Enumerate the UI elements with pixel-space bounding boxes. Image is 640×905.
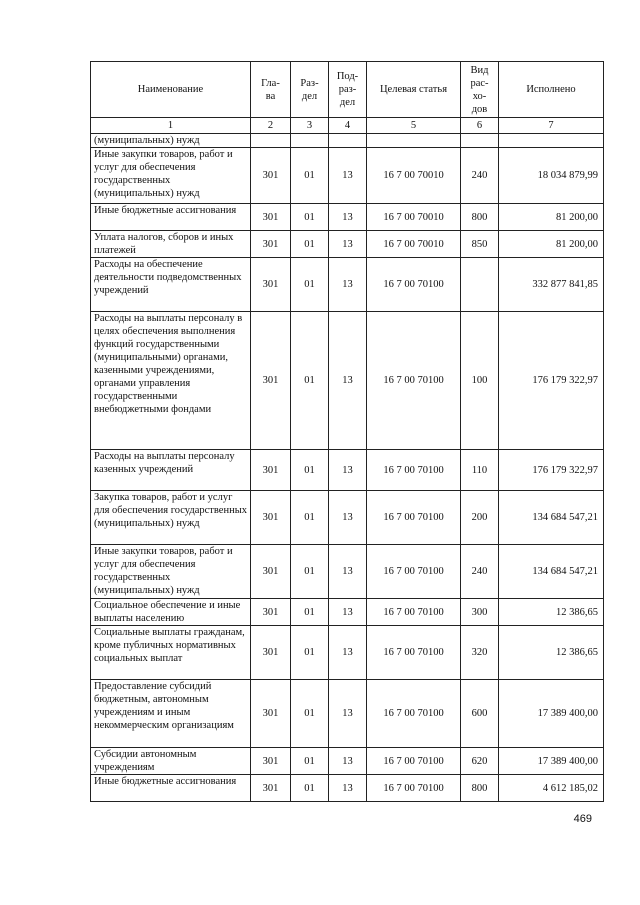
header-executed: Исполнено	[499, 62, 604, 118]
row-subsection	[329, 134, 367, 148]
row-subsection: 13	[329, 599, 367, 626]
row-type: 620	[461, 748, 499, 775]
row-name: Расходы на выплаты персоналу казенных учреждений	[91, 450, 251, 491]
table-header-row	[91, 62, 604, 118]
table-row	[91, 626, 604, 680]
table-row	[91, 134, 604, 148]
header-type: Вид рас- хо- дов	[461, 62, 499, 118]
row-section: 01	[291, 626, 329, 680]
row-type: 800	[461, 204, 499, 231]
column-number: 7	[499, 118, 604, 134]
row-section: 01	[291, 148, 329, 204]
row-amount: 17 389 400,00	[499, 680, 604, 748]
row-chapter: 301	[251, 148, 291, 204]
row-type: 320	[461, 626, 499, 680]
row-type	[461, 134, 499, 148]
row-chapter: 301	[251, 231, 291, 258]
row-name: Уплата налогов, сборов и иных платежей	[91, 231, 251, 258]
row-target: 16 7 00 70100	[367, 545, 461, 599]
row-amount: 176 179 322,97	[499, 450, 604, 491]
row-chapter: 301	[251, 491, 291, 545]
row-amount: 4 612 185,02	[499, 775, 604, 802]
header-name: Наименование	[91, 62, 251, 118]
row-target	[367, 134, 461, 148]
table-row	[91, 491, 604, 545]
row-target: 16 7 00 70100	[367, 312, 461, 450]
header-section: Раз- дел	[291, 62, 329, 118]
row-name: Иные закупки товаров, работ и услуг для обеспечения государственных (муниципальных) нужд	[91, 545, 251, 599]
row-subsection: 13	[329, 204, 367, 231]
row-chapter: 301	[251, 312, 291, 450]
row-target: 16 7 00 70100	[367, 491, 461, 545]
header-chapter: Гла- ва	[251, 62, 291, 118]
table-row	[91, 450, 604, 491]
row-target: 16 7 00 70100	[367, 599, 461, 626]
row-chapter: 301	[251, 204, 291, 231]
row-type: 300	[461, 599, 499, 626]
row-target: 16 7 00 70010	[367, 231, 461, 258]
row-section: 01	[291, 748, 329, 775]
row-amount: 81 200,00	[499, 204, 604, 231]
row-amount: 18 034 879,99	[499, 148, 604, 204]
row-amount: 134 684 547,21	[499, 545, 604, 599]
row-type: 600	[461, 680, 499, 748]
row-name: Расходы на обеспечение деятельности подведомственных учреждений	[91, 258, 251, 312]
row-amount: 176 179 322,97	[499, 312, 604, 450]
row-target: 16 7 00 70100	[367, 680, 461, 748]
row-subsection: 13	[329, 626, 367, 680]
row-section: 01	[291, 775, 329, 802]
row-amount: 17 389 400,00	[499, 748, 604, 775]
row-target: 16 7 00 70100	[367, 775, 461, 802]
table-row	[91, 204, 604, 231]
row-amount: 332 877 841,85	[499, 258, 604, 312]
row-section	[291, 134, 329, 148]
row-name: Иные закупки товаров, работ и услуг для обеспечения государственных (муниципальных) нужд	[91, 148, 251, 204]
row-chapter	[251, 134, 291, 148]
row-type: 240	[461, 148, 499, 204]
row-amount: 81 200,00	[499, 231, 604, 258]
row-name: Иные бюджетные ассигнования	[91, 204, 251, 231]
row-section: 01	[291, 680, 329, 748]
row-subsection: 13	[329, 258, 367, 312]
row-name: Социальные выплаты гражданам, кроме публичных нормативных социальных выплат	[91, 626, 251, 680]
table-row	[91, 258, 604, 312]
row-subsection: 13	[329, 312, 367, 450]
column-number: 2	[251, 118, 291, 134]
row-type: 800	[461, 775, 499, 802]
row-subsection: 13	[329, 680, 367, 748]
row-section: 01	[291, 231, 329, 258]
column-number: 4	[329, 118, 367, 134]
row-chapter: 301	[251, 626, 291, 680]
table-row	[91, 231, 604, 258]
row-type: 100	[461, 312, 499, 450]
row-subsection: 13	[329, 450, 367, 491]
row-type: 850	[461, 231, 499, 258]
row-type: 110	[461, 450, 499, 491]
row-chapter: 301	[251, 748, 291, 775]
row-section: 01	[291, 450, 329, 491]
row-target: 16 7 00 70100	[367, 450, 461, 491]
row-section: 01	[291, 545, 329, 599]
row-subsection: 13	[329, 231, 367, 258]
row-target: 16 7 00 70100	[367, 748, 461, 775]
row-target: 16 7 00 70100	[367, 626, 461, 680]
row-chapter: 301	[251, 450, 291, 491]
row-name: Расходы на выплаты персоналу в целях обеспечения выполнения функций государственными (муниципальными) органами, казенными учреждениями, органами управления государственными внебюджетными фондами	[91, 312, 251, 450]
table-row	[91, 312, 604, 450]
header-subsection: Под- раз- дел	[329, 62, 367, 118]
row-chapter: 301	[251, 258, 291, 312]
row-target: 16 7 00 70100	[367, 258, 461, 312]
budget-table	[90, 61, 604, 802]
page-number: 469	[573, 813, 592, 825]
row-name: Социальное обеспечение и иные выплаты населению	[91, 599, 251, 626]
row-subsection: 13	[329, 545, 367, 599]
row-target: 16 7 00 70010	[367, 204, 461, 231]
row-type: 240	[461, 545, 499, 599]
row-section: 01	[291, 204, 329, 231]
table-row	[91, 599, 604, 626]
row-chapter: 301	[251, 599, 291, 626]
column-number: 5	[367, 118, 461, 134]
column-number: 6	[461, 118, 499, 134]
row-amount: 12 386,65	[499, 626, 604, 680]
table-row	[91, 775, 604, 802]
row-section: 01	[291, 312, 329, 450]
row-subsection: 13	[329, 775, 367, 802]
row-type	[461, 258, 499, 312]
table-row	[91, 148, 604, 204]
row-subsection: 13	[329, 148, 367, 204]
row-name: (муниципальных) нужд	[91, 134, 251, 148]
row-chapter: 301	[251, 545, 291, 599]
row-name: Закупка товаров, работ и услуг для обеспечения государственных (муниципальных) нужд	[91, 491, 251, 545]
row-target: 16 7 00 70010	[367, 148, 461, 204]
table-row	[91, 680, 604, 748]
row-name: Предоставление субсидий бюджетным, автономным учреждениям и иным некоммерческим организациям	[91, 680, 251, 748]
table-row	[91, 545, 604, 599]
row-amount: 134 684 547,21	[499, 491, 604, 545]
row-chapter: 301	[251, 680, 291, 748]
row-type: 200	[461, 491, 499, 545]
row-amount	[499, 134, 604, 148]
table-row	[91, 748, 604, 775]
column-number: 3	[291, 118, 329, 134]
row-subsection: 13	[329, 491, 367, 545]
row-section: 01	[291, 491, 329, 545]
row-subsection: 13	[329, 748, 367, 775]
header-target: Целевая статья	[367, 62, 461, 118]
row-name: Иные бюджетные ассигнования	[91, 775, 251, 802]
row-name: Субсидии автономным учреждениям	[91, 748, 251, 775]
row-section: 01	[291, 258, 329, 312]
column-number-row	[91, 118, 604, 134]
row-chapter: 301	[251, 775, 291, 802]
column-number: 1	[91, 118, 251, 134]
row-amount: 12 386,65	[499, 599, 604, 626]
row-section: 01	[291, 599, 329, 626]
